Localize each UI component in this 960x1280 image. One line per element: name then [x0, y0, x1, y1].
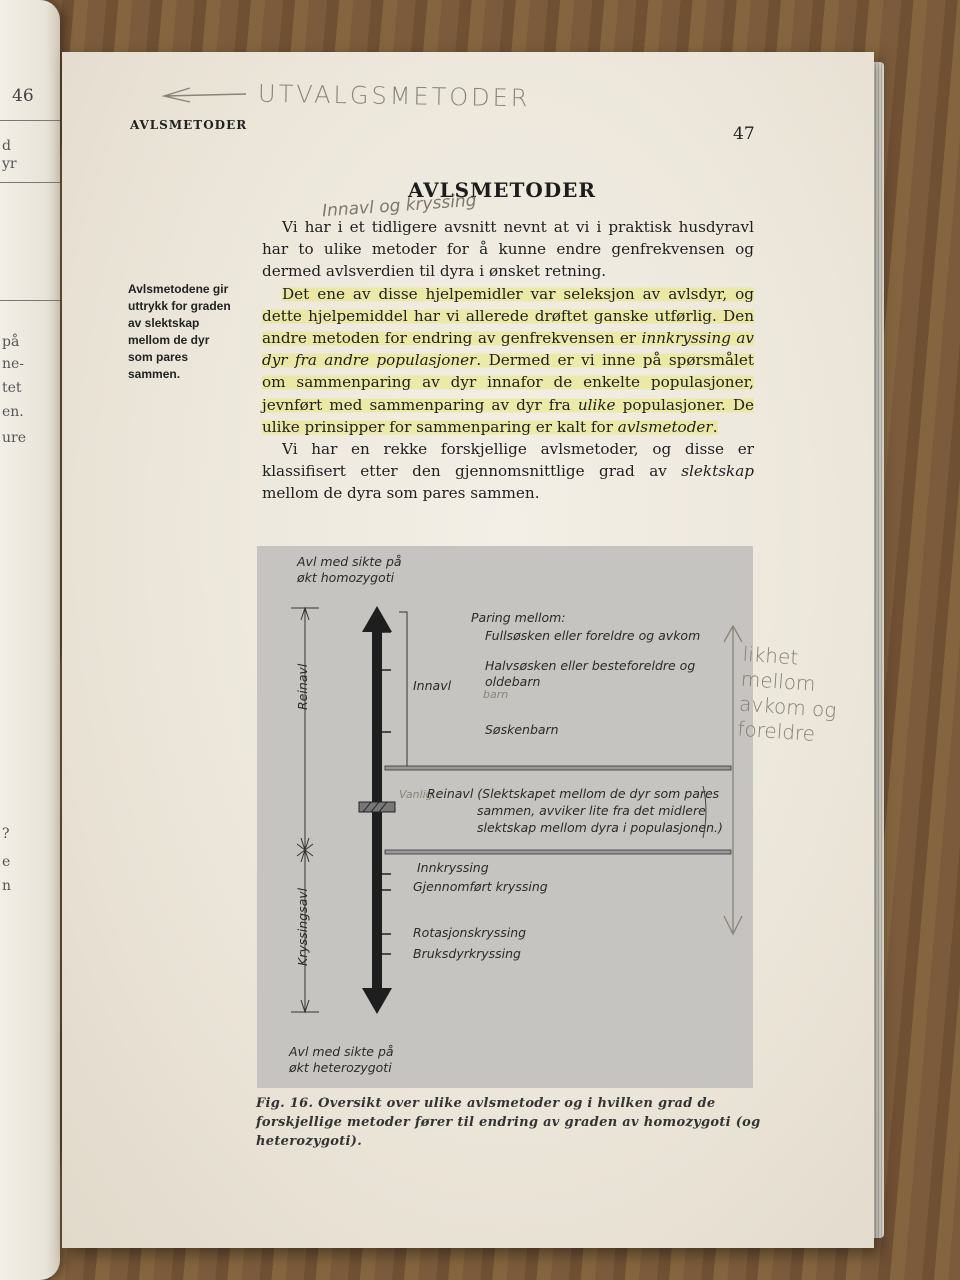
kryss-item: Rotasjonskryssing: [413, 925, 527, 940]
figure-label-top: økt homozygoti: [297, 570, 395, 585]
kryss-item: Bruksdyrkryssing: [413, 946, 521, 961]
reinavl-text: Reinavl (Slektskapet mellom de dyr som pares: [427, 786, 720, 801]
reinavl-text: slektskap mellom dyra i populasjonen.): [477, 820, 723, 835]
figure-16: [257, 546, 753, 1088]
handwritten-note-top: UTVALGSMETODER: [257, 79, 531, 113]
kryss-item: Innkryssing: [417, 860, 489, 875]
emphasized-term: slektskap: [681, 462, 754, 481]
figure-label-bottom: økt heterozygoti: [289, 1060, 392, 1075]
handwritten-arrow-icon: [160, 82, 250, 106]
body-paragraph: [262, 283, 754, 438]
divider: [0, 182, 60, 183]
left-page-fragment: ?: [2, 826, 10, 842]
left-page-fragment: ure: [2, 430, 26, 446]
kryss-item: Gjennomført kryssing: [413, 879, 548, 894]
running-head: AVLSMETODER: [130, 118, 248, 132]
innavl-label: Innavl: [413, 678, 452, 693]
divider: [0, 120, 60, 121]
left-page-fragment: på: [2, 334, 20, 350]
handwritten-subtitle: Innavl og kryssing: [321, 190, 478, 222]
figure-label-bottom: Avl med sikte på: [289, 1044, 394, 1059]
text-run: .: [712, 417, 718, 436]
left-page-fragment: tet: [2, 380, 22, 396]
paring-header: Paring mellom:: [471, 610, 566, 625]
handwritten-line: avkom og: [738, 691, 838, 723]
text-run: Det ene av disse hjelpemidler var seleksjon av avlsdyr, og dette hjelpemiddel har vi allerede drøftet ganske utførlig. Den andre metoden for endring av genfrekvensen er: [262, 284, 754, 348]
body-paragraph: [262, 216, 754, 283]
margin-note: Avlsmetodene gir uttrykk for graden av slektskap mellom de dyr som pares sammen.: [128, 282, 231, 381]
left-page-fragment: en.: [2, 404, 24, 420]
left-page-fragment: ne-: [2, 356, 25, 372]
emphasized-term: avlsmetoder: [617, 417, 713, 436]
handwritten-line: foreldre: [736, 716, 816, 746]
chapter-title: AVLSMETODER: [408, 178, 596, 202]
handwritten-line: mellom: [740, 666, 817, 696]
page-number: 47: [733, 124, 755, 144]
text-run: . Dermed er vi inne på spørsmålet om sammenparing av dyr innafor de enkelte populasjoner, jevnført med sammenparing av dyr fra: [262, 351, 754, 414]
handwritten-line: likhet: [741, 641, 800, 670]
figure-label-top: Avl med sikte på: [297, 554, 402, 569]
innavl-item: Halvsøsken eller besteforeldre og oldebarn: [485, 658, 696, 689]
divider: [0, 300, 60, 301]
emphasized-term: ulike: [577, 395, 616, 414]
reinavl-text: sammen, avviker lite fra det midlere: [477, 803, 706, 818]
handwritten-barn: barn: [483, 688, 509, 701]
left-page-fragment: n: [2, 878, 12, 894]
body-text: [262, 216, 754, 505]
figure-caption: Fig. 16. Oversikt over ulike avlsmetoder og i hvilken grad de forskjellige metoder fører til endring av graden av homozygoti (og heterozygoti).: [256, 1096, 761, 1149]
body-paragraph: [262, 438, 754, 505]
axis-label-reinavl: Reinavl: [295, 663, 310, 710]
left-page-fragment: yr: [2, 156, 17, 172]
handwritten-vanlig: Vanlig: [399, 788, 433, 801]
left-page-fragment: d: [2, 138, 11, 154]
emphasized-term: innkryssing av dyr fra andre populasjoner: [262, 329, 755, 370]
innavl-item: Søskenbarn: [485, 722, 559, 737]
left-page-fragment: e: [2, 854, 11, 870]
axis-label-kryssingsavl: Kryssingsavl: [295, 887, 310, 966]
text-run: Vi har i et tidligere avsnitt nevnt at vi i praktisk husdyravl har to ulike metoder for å kunne endre genfrekvensen og dermed avlsverdien til dyra i ønsket retning.: [262, 218, 754, 281]
handwritten-note-right: [737, 642, 841, 749]
text-run: populasjoner. De ulike prinsipper for sammenparing er kalt for: [262, 395, 755, 436]
left-page-number: 46: [12, 86, 34, 106]
left-page: [0, 0, 60, 1280]
text-run: mellom de dyra som pares sammen.: [262, 484, 540, 503]
text-run: Vi har en rekke forskjellige avlsmetoder, og disse er klassifisert etter den gjennomsnittlige grad av: [262, 440, 754, 481]
innavl-item: Fullsøsken eller foreldre og avkom: [485, 628, 701, 643]
